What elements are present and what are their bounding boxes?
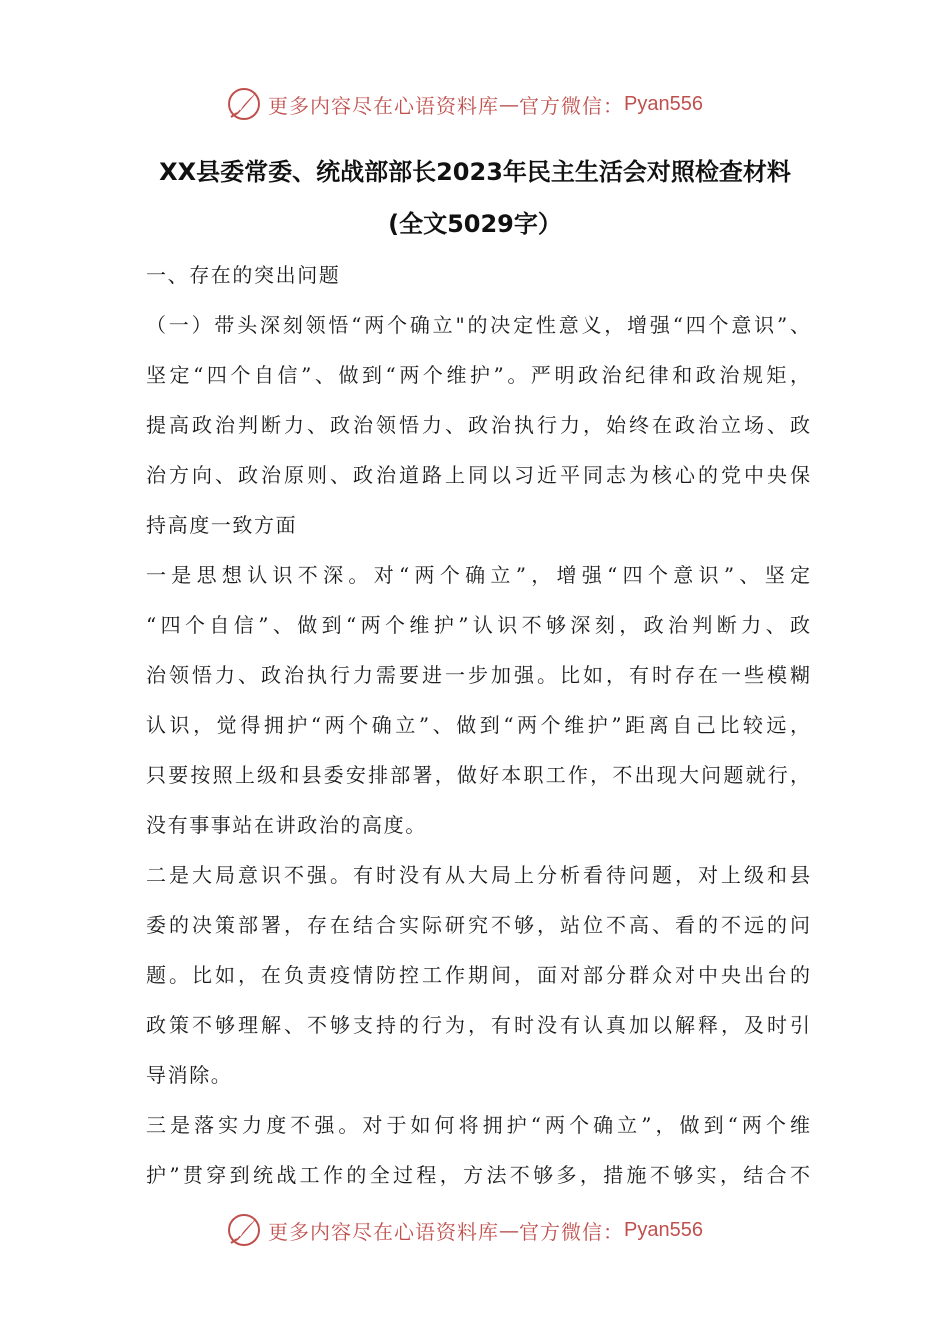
body-line: 治领悟力、政治执行力需要进一步加强。比如，有时存在一些模糊 <box>146 663 810 687</box>
body-line: 治方向、政治原则、政治道路上同以习近平同志为核心的党中央保 <box>146 463 810 487</box>
document-body <box>146 250 810 1200</box>
body-line: 题。比如，在负责疫情防控工作期间，面对部分群众对中央出台的 <box>146 963 810 987</box>
body-line: 没有事事站在讲政治的高度。 <box>146 813 427 837</box>
body-line: 二是大局意识不强。有时没有从大局上分析看待问题，对上级和县 <box>146 863 810 887</box>
banner-text: 更多内容尽在心语资料库 <box>268 93 499 118</box>
body-line: 持高度一致方面 <box>146 513 298 537</box>
banner-wechat-id: Pyan556 <box>624 92 703 115</box>
body-line: 认识，觉得拥护“两个确立”、做到“两个维护”距离自己比较远， <box>146 713 810 737</box>
body-line: 政策不够理解、不够支持的行为，有时没有认真加以解释，及时引 <box>146 1013 810 1037</box>
banner-separator: — <box>499 92 519 116</box>
banner-text: 更多内容尽在心语资料库 <box>268 1219 499 1244</box>
body-line: 一、存在的突出问题 <box>146 263 341 287</box>
body-line: 坚定“四个自信”、做到“两个维护”。严明政治纪律和政治规矩， <box>146 363 810 387</box>
body-line: 一是思想认识不深。对“两个确立”，增强“四个意识”、坚定 <box>146 563 810 587</box>
body-line: “四个自信”、做到“两个维护”认识不够深刻，政治判断力、政 <box>146 613 810 637</box>
document-title: XX县委常委、统战部部长2023年民主生活会对照检查材料 <box>159 158 791 186</box>
banner-suffix: 官方微信： <box>519 93 624 118</box>
banner-wechat-id: Pyan556 <box>624 1218 703 1241</box>
banner-suffix: 官方微信： <box>519 1219 624 1244</box>
header-banner <box>226 84 703 124</box>
quill-logo-icon <box>226 86 262 122</box>
quill-logo-icon <box>226 1212 262 1248</box>
document-subtitle: (全文5029字） <box>388 210 562 238</box>
body-line: （一）带头深刻领悟“两个确立"的决定性意义，增强“四个意识”、 <box>146 313 810 337</box>
footer-banner <box>226 1210 703 1250</box>
body-line: 导消除。 <box>146 1063 233 1087</box>
body-line: 提高政治判断力、政治领悟力、政治执行力，始终在政治立场、政 <box>146 413 810 437</box>
body-line: 三是落实力度不强。对于如何将拥护“两个确立”，做到“两个维 <box>146 1113 810 1137</box>
body-line: 只要按照上级和县委安排部署，做好本职工作，不出现大问题就行， <box>146 763 810 787</box>
body-line: 护”贯穿到统战工作的全过程，方法不够多，措施不够实，结合不 <box>146 1163 810 1187</box>
banner-separator: — <box>499 1218 519 1242</box>
body-line: 委的决策部署，存在结合实际研究不够，站位不高、看的不远的问 <box>146 913 810 937</box>
